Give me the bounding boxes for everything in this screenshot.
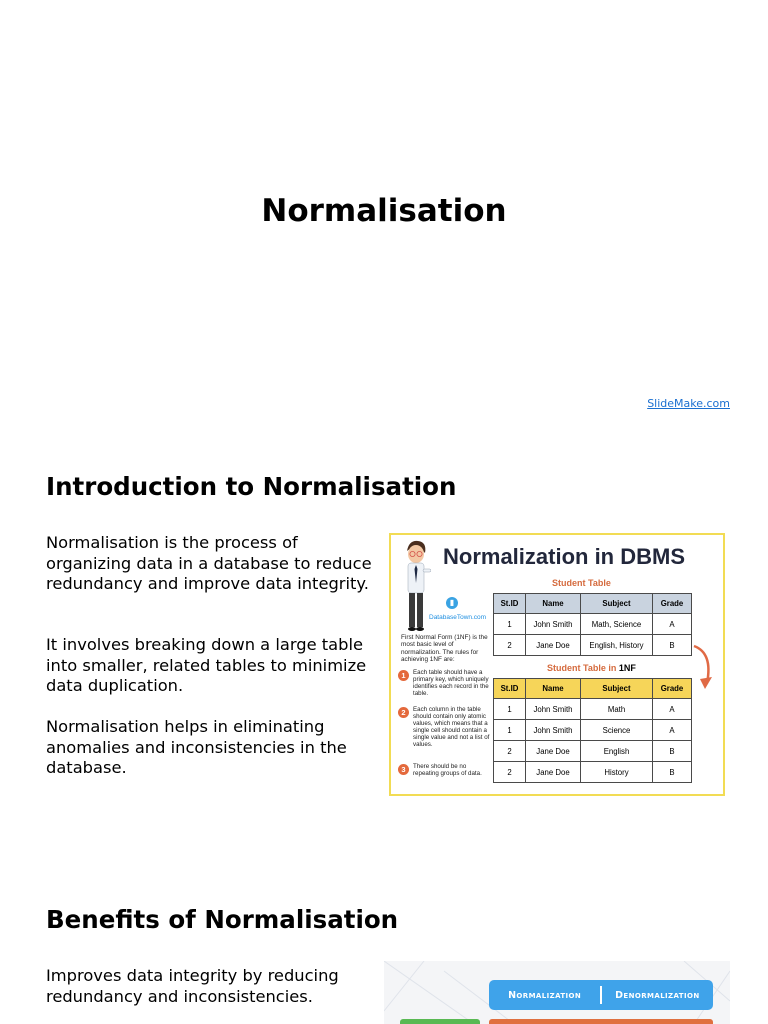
rule-text: Each column in the table should contain only atomic values, which means that a single cell should contain a single value and not a list of values. (413, 706, 490, 748)
table-row (494, 635, 692, 656)
student-table (493, 593, 692, 656)
table-cell: English, History (581, 635, 653, 656)
table-cell: John Smith (526, 720, 581, 741)
title-prefix: Student Table in (547, 663, 617, 673)
table-cell: A (653, 699, 692, 720)
benefits-paragraph: Improves data integrity by reducing redundancy and inconsistencies. (46, 966, 339, 1006)
column-header: Subject (581, 679, 653, 699)
student-table-1nf (493, 678, 692, 783)
1nf-intro-text: First Normal Form (1NF) is the most basic level of normalization. The rules for achieving 1NF are: (401, 634, 488, 663)
student-table-title: Student Table (552, 578, 611, 588)
column-header: Subject (581, 594, 653, 614)
person-illustration (401, 539, 431, 634)
intro-paragraph: Normalisation is the process of organizing data in a database to reduce redundancy and improve data integrity. (46, 533, 372, 594)
normalization-diagram (389, 533, 725, 796)
intro-paragraph: It involves breaking down a large table into smaller, related tables to minimize data duplication. (46, 635, 367, 696)
table-cell: Math, Science (581, 614, 653, 635)
table-cell: John Smith (526, 614, 581, 635)
figure-title: Normalization in DBMS (443, 544, 686, 569)
rule-number-badge: 1 (398, 670, 409, 681)
comparison-header-bar (489, 980, 713, 1010)
denormalization-label: Denormalization (615, 989, 700, 1001)
table-cell: Jane Doe (526, 635, 581, 656)
column-header: Name (526, 679, 581, 699)
column-header: Grade (653, 679, 692, 699)
column-header: St.ID (494, 679, 526, 699)
table-header-row (494, 679, 692, 699)
table-cell: 2 (494, 635, 526, 656)
slidemake-link[interactable]: SlideMake.com (647, 397, 730, 410)
table-row (494, 762, 692, 783)
table-cell: English (581, 741, 653, 762)
table-cell: 2 (494, 762, 526, 783)
rule-number-badge: 2 (398, 707, 409, 718)
table-row (494, 699, 692, 720)
green-label-block (400, 1019, 480, 1024)
table-cell: A (653, 720, 692, 741)
rule-text: Each table should have a primary key, which uniquely identifies each record in the table. (413, 669, 489, 697)
benefits-heading: Benefits of Normalisation (46, 905, 399, 934)
table-cell: 2 (494, 741, 526, 762)
table-cell: Jane Doe (526, 762, 581, 783)
orange-label-block (489, 1019, 713, 1024)
curved-arrow-icon (691, 643, 717, 691)
table-cell: 1 (494, 699, 526, 720)
table-cell: Jane Doe (526, 741, 581, 762)
rule-text: There should be no repeating groups of data. (413, 763, 482, 777)
column-header: Grade (653, 594, 692, 614)
intro-heading: Introduction to Normalisation (46, 472, 457, 501)
table-row (494, 720, 692, 741)
table-header-row (494, 594, 692, 614)
student-table-1nf-title (547, 663, 636, 673)
intro-paragraph: Normalisation helps in eliminating anomalies and inconsistencies in the database. (46, 717, 347, 778)
table-cell: 1 (494, 614, 526, 635)
table-cell: Science (581, 720, 653, 741)
brand-label: DatabaseTown.com (429, 614, 487, 621)
table-cell: History (581, 762, 653, 783)
table-cell: Math (581, 699, 653, 720)
table-cell: A (653, 614, 692, 635)
rule-number-badge: 3 (398, 764, 409, 775)
table-row (494, 614, 692, 635)
column-header: Name (526, 594, 581, 614)
table-cell: B (653, 635, 692, 656)
table-cell: 1 (494, 720, 526, 741)
database-icon: ▮ (446, 597, 458, 609)
table-cell: B (653, 741, 692, 762)
table-cell: B (653, 762, 692, 783)
normalization-label: Normalization (508, 989, 582, 1001)
normalization-vs-denormalization-diagram (384, 961, 730, 1024)
column-header: St.ID (494, 594, 526, 614)
slide-title: Normalisation (261, 193, 507, 229)
table-cell: John Smith (526, 699, 581, 720)
title-emphasis: 1NF (618, 663, 636, 673)
table-row (494, 741, 692, 762)
